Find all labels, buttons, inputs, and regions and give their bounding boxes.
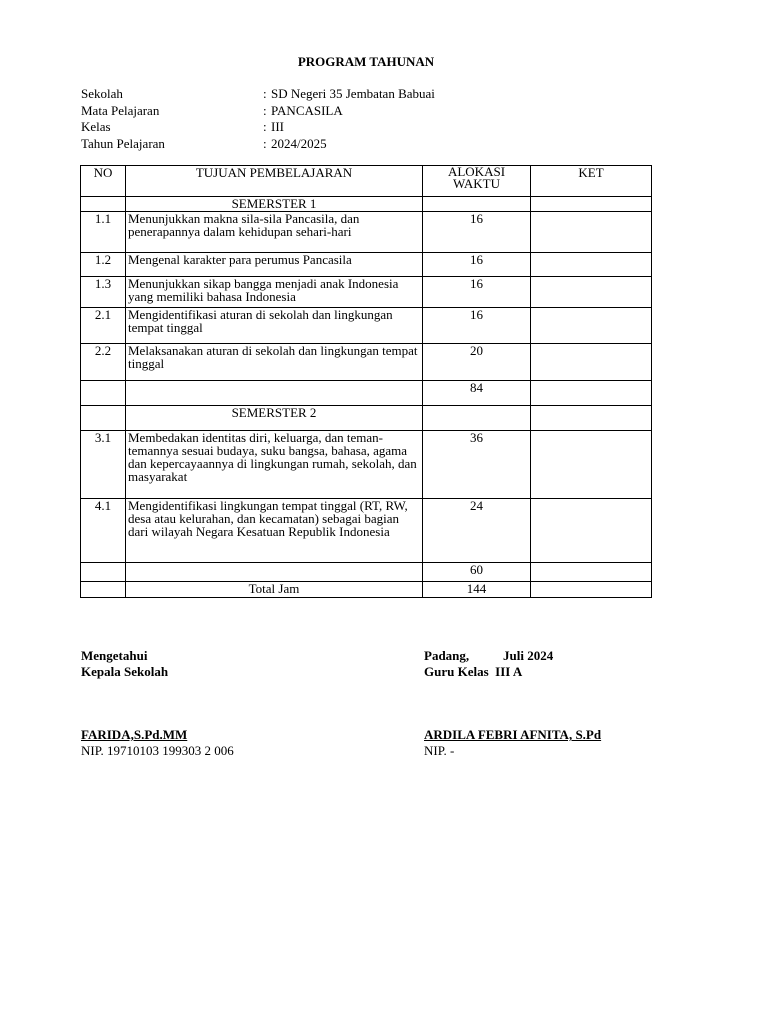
sign-left-nip: NIP. 19710103 199303 2 006 [81, 743, 234, 758]
row-ket [531, 277, 652, 308]
total-value: 144 [423, 582, 531, 598]
sign-right-line2: Guru Kelas III A [424, 664, 523, 679]
row-no: 3.1 [81, 431, 126, 499]
sign-right-place: Padang, [424, 648, 470, 663]
table-row [81, 499, 652, 563]
info-value: III [271, 119, 284, 134]
header-alokasi-line1: ALOKASI [447, 165, 506, 179]
row-alokasi: 16 [423, 212, 531, 253]
sign-left-line2: Kepala Sekolah [81, 664, 169, 679]
sign-right-date: Juli 2024 [503, 648, 554, 663]
sign-right-nip: NIP. - [424, 743, 455, 758]
table-row [81, 344, 652, 381]
row-ket [531, 499, 652, 563]
info-row-tahun-pelajaran: Tahun Pelajaran : 2024/2025 [81, 135, 327, 151]
table-row [81, 277, 652, 308]
sign-right-name: ARDILA FEBRI AFNITA, S.Pd [424, 727, 602, 742]
info-row-kelas: Kelas : III [81, 119, 284, 134]
sign-left-name: FARIDA,S.Pd.MM [81, 727, 188, 742]
semester-1-total: 84 [423, 381, 531, 406]
subtotal-row [81, 563, 652, 582]
header-no: NO [81, 166, 126, 197]
header-ket: KET [531, 166, 652, 197]
table-row [81, 308, 652, 344]
row-no: 4.1 [81, 499, 126, 563]
row-ket [531, 431, 652, 499]
row-ket [531, 308, 652, 344]
row-tujuan: Mengidentifikasi lingkungan tempat tinggal (RT, RW, desa atau kelurahan, dan kecamatan) sebagai bagian dari wilayah Negara Kesatuan Republik Indonesia [126, 499, 423, 563]
info-row-sekolah: Sekolah : SD Negeri 35 Jembatan Babuai [81, 86, 435, 101]
sign-left-line1: Mengetahui [81, 648, 148, 663]
row-no: 1.3 [81, 277, 126, 308]
row-tujuan: Mengidentifikasi aturan di sekolah dan lingkungan tempat tinggal [126, 308, 423, 344]
total-label: Total Jam [126, 582, 423, 598]
semester-row [81, 197, 652, 212]
row-tujuan: Mengenal karakter para perumus Pancasila [126, 253, 423, 277]
program-table [80, 165, 652, 598]
info-label: Tahun Pelajaran [81, 135, 165, 151]
row-alokasi: 20 [423, 344, 531, 381]
table-row [81, 253, 652, 277]
info-block [81, 86, 581, 152]
page-title: PROGRAM TAHUNAN [297, 54, 435, 69]
semester-2-total: 60 [423, 563, 531, 582]
table-header-row [81, 166, 652, 197]
row-no: 1.1 [81, 212, 126, 253]
table-row [81, 431, 652, 499]
row-ket [531, 253, 652, 277]
info-label: Mata Pelajaran [81, 102, 160, 118]
table-row [81, 212, 652, 253]
row-alokasi: 36 [423, 431, 531, 499]
info-value: 2024/2025 [271, 135, 327, 151]
semester-1-label: SEMERSTER 1 [126, 197, 423, 212]
total-row [81, 582, 652, 598]
info-value: PANCASILA [271, 102, 343, 118]
header-tujuan: TUJUAN PEMBELAJARAN [126, 166, 423, 197]
row-tujuan: Membedakan identitas diri, keluarga, dan teman-temannya sesuai budaya, suku bangsa, bahasa, agama dan kepercayaannya di lingkungan rumah, sekolah, dan masyarakat [126, 431, 423, 499]
info-value: SD Negeri 35 Jembatan Babuai [271, 86, 435, 101]
info-label: Sekolah [81, 86, 123, 101]
row-ket [531, 344, 652, 381]
semester-row [81, 406, 652, 431]
row-alokasi: 24 [423, 499, 531, 563]
row-no: 1.2 [81, 253, 126, 277]
header-alokasi-line2: WAKTU [453, 176, 500, 191]
row-tujuan: Menunjukkan makna sila-sila Pancasila, dan penerapannya dalam kehidupan sehari-hari [126, 212, 423, 253]
row-alokasi: 16 [423, 277, 531, 308]
row-ket [531, 212, 652, 253]
row-no: 2.2 [81, 344, 126, 381]
row-tujuan: Menunjukkan sikap bangga menjadi anak Indonesia yang memiliki bahasa Indonesia [126, 277, 423, 308]
info-label: Kelas [81, 119, 111, 134]
info-row-mata-pelajaran: Mata Pelajaran : PANCASILA [81, 102, 343, 118]
row-alokasi: 16 [423, 308, 531, 344]
row-tujuan: Melaksanakan aturan di sekolah dan lingkungan tempat tinggal [126, 344, 423, 381]
subtotal-row [81, 381, 652, 406]
row-no: 2.1 [81, 308, 126, 344]
row-alokasi: 16 [423, 253, 531, 277]
header-alokasi [423, 166, 531, 197]
semester-2-label: SEMERSTER 2 [126, 406, 423, 431]
